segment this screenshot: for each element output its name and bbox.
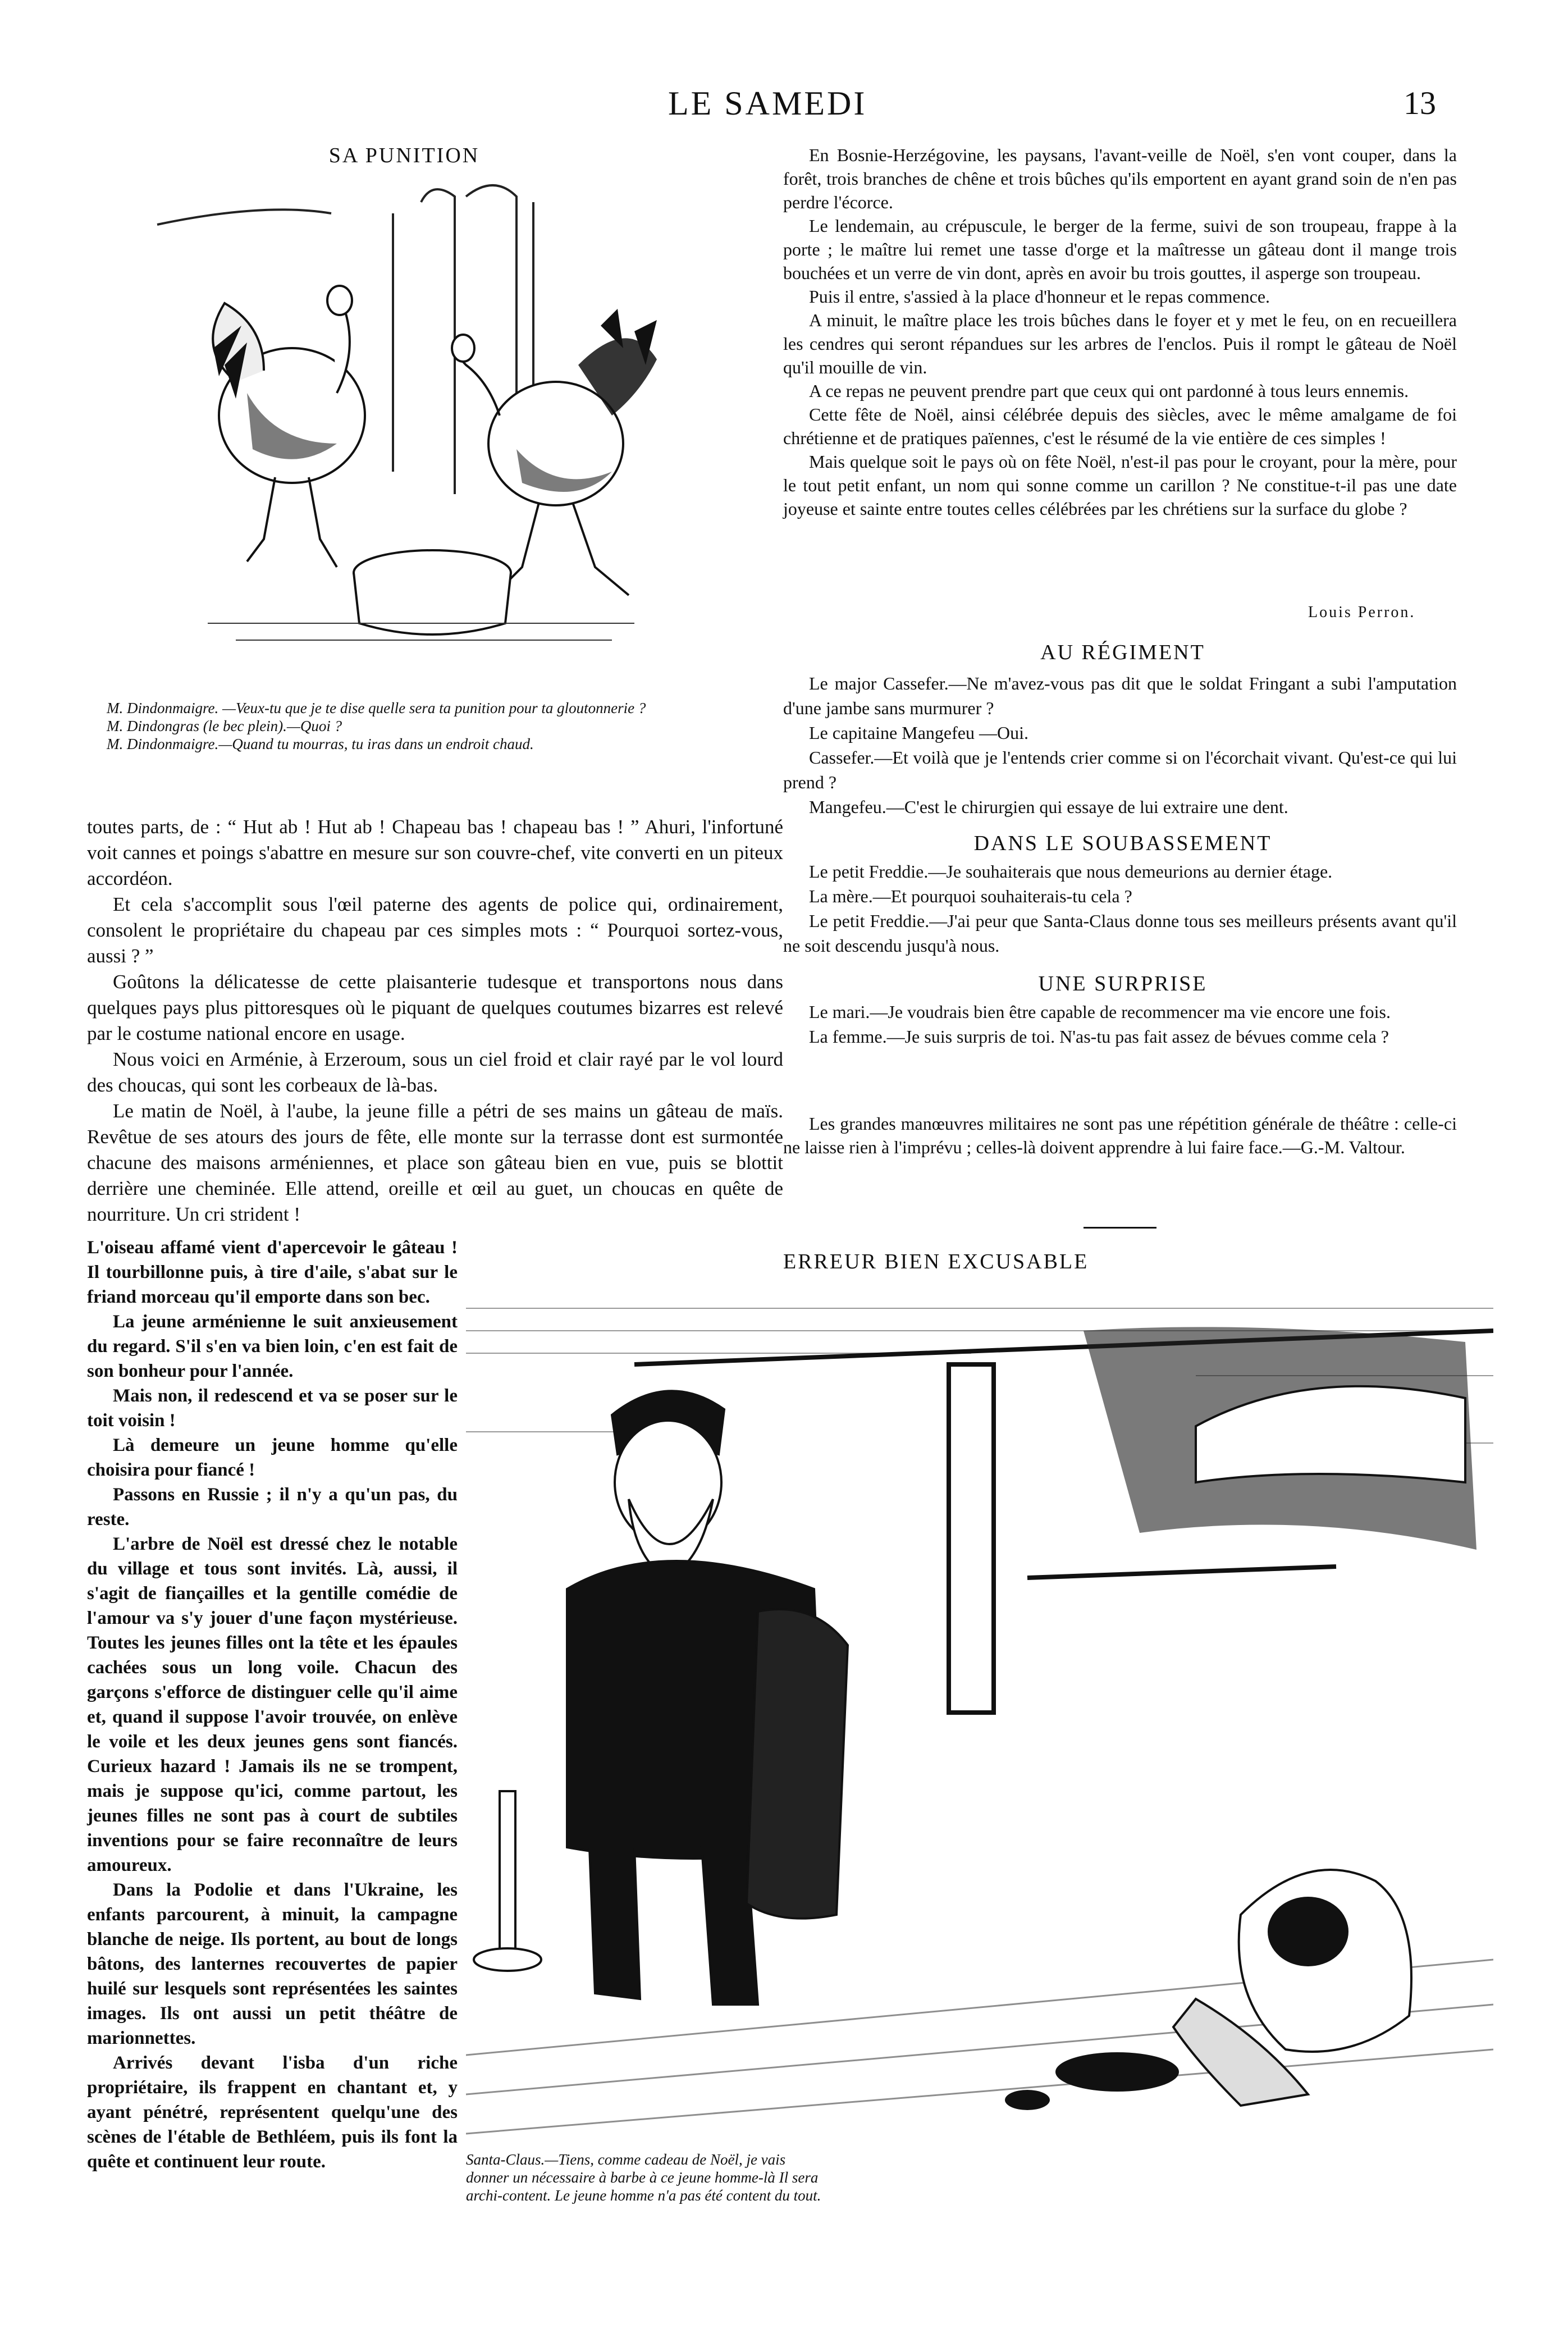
paragraph: Cette fête de Noël, ainsi célébrée depuis des siècles, avec le même amalgame de foi chrétienne et de pratiques païennes, c'est le résumé de la vie entière de ces simples ! [783,404,1457,448]
paragraph: La jeune arménienne le suit anxieusement du regard. S'il s'en va bien loin, c'en est fait de son bonheur pour l'année. [87,1312,458,1381]
page-number: 13 [1404,85,1436,121]
caption-line-2: M. Dindongras (le bec plein).—Quoi ? [107,718,342,734]
dialog-line: La femme.—Je suis surpris de toi. N'as-tu pas fait assez de bévues comme cela ? [809,1026,1389,1047]
dialog-line: Le major Cassefer.—Ne m'avez-vous pas dit que le soldat Fringant a subi l'amputation d'une jambe sans murmurer ? [783,673,1457,718]
erreur-title: ERREUR BIEN EXCUSABLE [783,1250,1089,1273]
dialog-line: Le petit Freddie.—Je souhaiterais que nous demeurions au dernier étage. [809,861,1333,882]
santa-claus-illustration [466,1297,1493,2167]
paragraph: Arrivés devant l'isba d'un riche propriétaire, ils frappent en chantant et, y ayant pénétré, représentent quelqu'une des scènes de l'étable de Bethléem, puis ils font la quête et continuent leur route. [87,2053,458,2172]
grandes-manoeuvres [783,1112,1457,1159]
au-regiment-dialog [783,671,1457,819]
signature: Louis Perron. [1308,604,1416,621]
paragraph: Mais quelque soit le pays où on fête Noël, n'est-il pas pour le croyant, pour la mère, pour le tout petit enfant, un nom qui sonne comme un carillon ? Ne constitue-t-il pas une date joyeuse et sainte entre toutes celles célébrées par les chrétiens sur la surface du globe ? [783,451,1457,519]
surprise-dialog [783,999,1457,1049]
paragraph: Et cela s'accomplit sous l'œil paterne des agents de police qui, ordinairement, consolent le propriétaire du chapeau par ces simples mots : “ Pourquoi sortez-vous, aussi ? ” [87,893,783,967]
turkeys-illustration [152,180,685,685]
paragraph: Puis il entre, s'assied à la place d'honneur et le repas commence. [809,286,1270,307]
paragraph: Le lendemain, au crépuscule, le berger de la ferme, suivi de son troupeau, frappe à la porte ; le maître lui remet une tasse d'orge et la maîtresse un gâteau dont il mange trois bouchées et un verre de vin dont, après en avoir bu trois gouttes, il asperge son troupeau. [783,216,1457,283]
surprise-title: UNE SURPRISE [1038,972,1208,996]
paragraph: Goûtons la délicatesse de cette plaisanterie tudesque et transportons nous dans quelques pays plus pittoresques où le piquant de quelques coutumes bizarres est relevé par le costume national encore en usage. [87,971,783,1044]
paragraph: Dans la Podolie et dans l'Ukraine, les enfants parcourent, à minuit, la campagne blanche de neige. Ils portent, au bout de longs bâtons, des lanternes recouvertes de papier huilé sur lesquels sont représentées les saintes images. Ils ont aussi un petit théâtre de marionnettes. [87,1880,458,2048]
dialog-line: Le capitaine Mangefeu —Oui. [809,723,1028,743]
au-regiment-title: AU RÉGIMENT [1040,641,1205,664]
left-column-wide [87,814,783,1227]
paragraph: Mais non, il redescend et va se poser sur le toit voisin ! [87,1386,458,1431]
sa-punition-title: SA PUNITION [328,144,480,167]
section-divider [1084,1227,1156,1229]
paragraph: L'oiseau affamé vient d'apercevoir le gâteau ! Il tourbillonne puis, à tire d'aile, s'abat sur le friand morceau qu'il emporte dans son bec. [87,1238,458,1307]
paragraph: Passons en Russie ; il n'y a qu'un pas, du reste. [87,1485,458,1530]
soubassement-title: DANS LE SOUBASSEMENT [973,832,1272,855]
dialog-line: Mangefeu.—C'est le chirurgien qui essaye de lui extraire une dent. [809,797,1288,817]
paragraph: A ce repas ne peuvent prendre part que ceux qui ont pardonné à tous leurs ennemis. [809,381,1409,401]
paragraph: A minuit, le maître place les trois bûches dans le foyer et y met le feu, on en recueillera les cendres qui seront répandues sur les arbres de l'enclos. Puis il rompt le gâteau de Noël qu'il mouille de vin. [783,310,1457,377]
paragraph: toutes parts, de : “ Hut ab ! Hut ab ! Chapeau bas ! chapeau bas ! ” Ahuri, l'infortuné voit cannes et poings s'abattre en mesure sur son couvre-chef, vite converti en un piteux accordéon. [87,816,783,889]
right-column-text [783,143,1457,521]
paragraph: Le matin de Noël, à l'aube, la jeune fille a pétri de ses mains un gâteau de maïs. Revêtue de ses atours des jours de fête, elle monte sur la terrasse dont est surmontée chacune des maisons arméniennes, et place son gâteau bien en vue, puis se blottit derrière une cheminée. Elle attend, oreille et œil au guet, un choucas en quête de nourriture. Un cri strident ! [87,1100,783,1225]
paragraph: L'arbre de Noël est dressé chez le notable du village et tous sont invités. Là, aussi, il s'agit de fiançailles et la gentille comédie de l'amour va s'y jouer d'une façon mystérieuse. Toutes les jeunes filles ont la tête et les épaules cachées sous un long voile. Chacun des garçons s'efforce de distinguer celle qu'il aime et, quand il suppose l'avoir trouvée, on enlève le voile et les deux jeunes gens sont fiancés. Curieux hazard ! Jamais ils ne se trompent, mais je suppose qu'ici, comme partout, les jeunes filles ne sont pas à court de subtiles inventions pour se faire reconnaître de leurs amoureux. [87,1534,458,1875]
paragraph: Nous voici en Arménie, à Erzeroum, sous un ciel froid et clair rayé par le vol lourd des choucas, qui sont les corbeaux de là-bas. [87,1048,783,1096]
dialog-line: Le mari.—Je voudrais bien être capable de recommencer ma vie encore une fois. [809,1002,1391,1022]
dialog-line: Cassefer.—Et voilà que je l'entends crier comme si on l'écorchait vivant. Qu'est-ce qui lui prend ? [783,747,1457,792]
running-title: LE SAMEDI [668,85,867,122]
sa-punition-caption [107,699,713,753]
paragraph: Là demeure un jeune homme qu'elle choisira pour fiancé ! [87,1435,458,1480]
santa-caption-text: Santa-Claus.—Tiens, comme cadeau de Noël, je vais donner un nécessaire à barbe à ce jeune homme-là Il sera archi-content. Le jeune homme n'a pas été content du tout. [466,2151,821,2204]
paragraph: Les grandes manœuvres militaires ne sont pas une répétition générale de théâtre : celle-ci ne laisse rien à l'imprévu ; celles-là doivent apprendre à lui faire face.—G.-M. Valtour. [783,1113,1457,1157]
paragraph: En Bosnie-Herzégovine, les paysans, l'avant-veille de Noël, s'en vont couper, dans la forêt, trois branches de chêne et trois bûches qu'ils emportent en ayant grand soin de n'en pas perdre l'écorce. [783,145,1457,212]
erreur-caption [466,2151,825,2204]
left-column-narrow [87,1235,458,2174]
dialog-line: Le petit Freddie.—J'ai peur que Santa-Claus donne tous ses meilleurs présents avant qu'il ne soit descendu jusqu'à nous. [783,911,1457,956]
soubassement-dialog [783,859,1457,958]
caption-line-3: M. Dindonmaigre.—Quand tu mourras, tu iras dans un endroit chaud. [107,736,534,752]
caption-line-1: M. Dindonmaigre. —Veux-tu que je te dise quelle sera ta punition pour ta gloutonnerie ? [107,700,646,716]
dialog-line: La mère.—Et pourquoi souhaiterais-tu cela ? [809,886,1132,906]
